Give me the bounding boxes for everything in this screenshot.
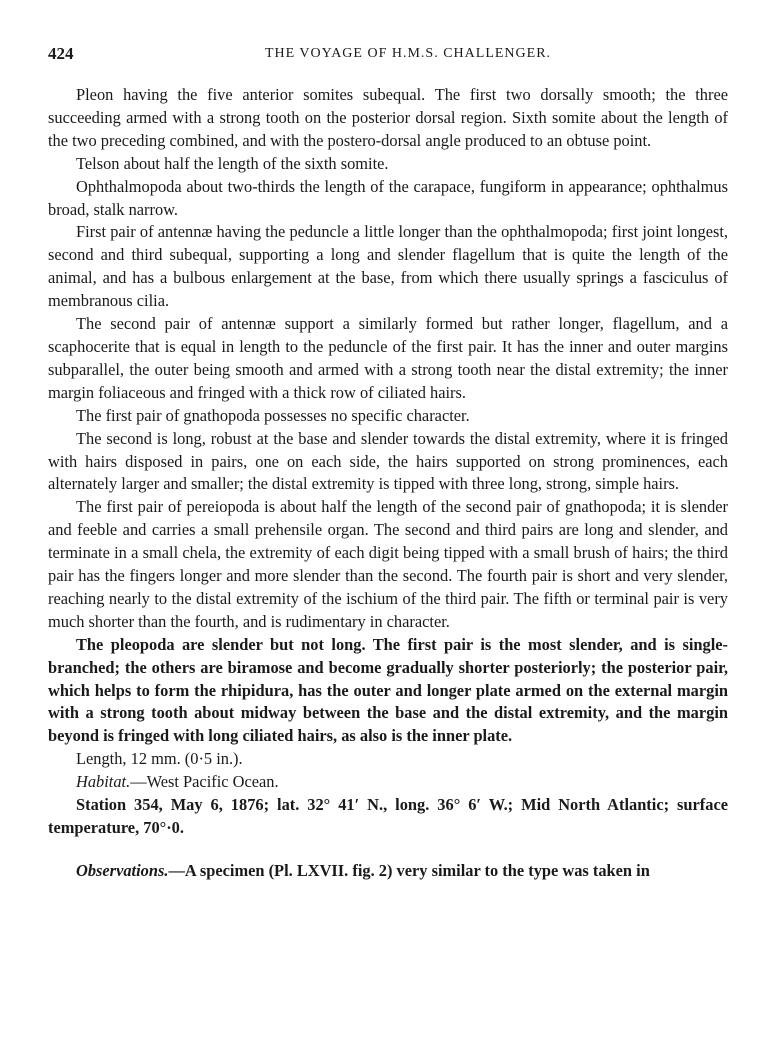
paragraph-second-antennae: The second pair of antennæ support a similarly formed but rather longer, flagellum, and a scaphocerite that is equal in length to the peduncle of the first pair. It has the inner and outer margins subparallel, the outer being smooth and armed with a strong tooth near the distal extremity; the inner margin foliaceous and fringed with a thick row of ciliated hairs. [48,314,728,402]
running-head: THE VOYAGE OF H.M.S. CHALLENGER. [264,46,552,61]
page-number: 424 [48,44,74,63]
paragraph-pleon: Pleon having the five anterior somites subequal. The first two dorsally smooth; the three succeeding armed with a strong tooth on the posterior dorsal region. Sixth somite about the length of the two preceding combined, and with the postero-dorsal angle produced to an obtuse point. [48,85,728,150]
habitat-text: —West Pacific Ocean. [130,772,279,792]
paragraph-observations [48,860,728,883]
observations-text: —A specimen (Pl. LXVII. fig. 2) very similar to the type was taken in [168,860,650,880]
paragraph-telson: Telson about half the length of the sixth somite. [76,153,389,173]
paragraph-first-gnathopoda: The first pair of gnathopoda possesses no specific character. [76,405,470,425]
page-header [48,44,728,66]
body-text [48,84,728,883]
paragraph-pleopoda: The pleopoda are slender but not long. The first pair is the most slender, and is single-branched; the others are biramose and become gradually shorter posteriorly; the posterior pair, which helps to form the rhipidura, has the outer and longer plate armed on the external margin with a strong tooth about midway between the base and the distal extremity, and the margin beyond is fringed with long ciliated hairs, as also is the inner plate. [48,634,728,746]
habitat-label: Habitat. [76,772,131,792]
paragraph-ophthalmopoda: Ophthalmopoda about two-thirds the length of the carapace, fungiform in appearance; ophthalmus broad, stalk narrow. [48,176,728,219]
paragraph-length: Length, 12 mm. (0·5 in.). [76,749,243,769]
paragraph-first-antennae: First pair of antennæ having the peduncle a little longer than the ophthalmopoda; first joint longest, second and third subequal, supporting a long and slender flagellum that is quite the length of the animal, and has a bulbous enlargement at the base, from which there usually springs a fasciculus of membranous cilia. [48,222,728,311]
paragraph-pereiopoda: The first pair of pereiopoda is about half the length of the second pair of gnathopoda; it is slender and feeble and carries a small prehensile organ. The second and third pairs are long and slender, and terminate in a small chela, the extremity of each digit being tipped with a small brush of hairs; the third pair has the fingers longer and more slender than the second. The fourth pair is short and very slender, reaching nearly to the distal extremity of the ischium of the third pair. The fifth or terminal pair is very much shorter than the fourth, and is rudimentary in character. [48,497,728,631]
paragraph-station: Station 354, May 6, 1876; lat. 32° 41′ N., long. 36° 6′ W.; Mid North Atlantic; surface temperature, 70°·0. [48,795,728,837]
observations-label: Observations. [76,860,169,880]
paragraph-habitat [48,771,728,794]
paragraph-second-gnathopoda: The second is long, robust at the base and slender towards the distal extremity, where it is fringed with hairs disposed in pairs, one on each side, the hairs supported on strong prominences, each alternately larger and smaller; the distal extremity is tipped with three long, strong, simple hairs. [48,428,728,494]
